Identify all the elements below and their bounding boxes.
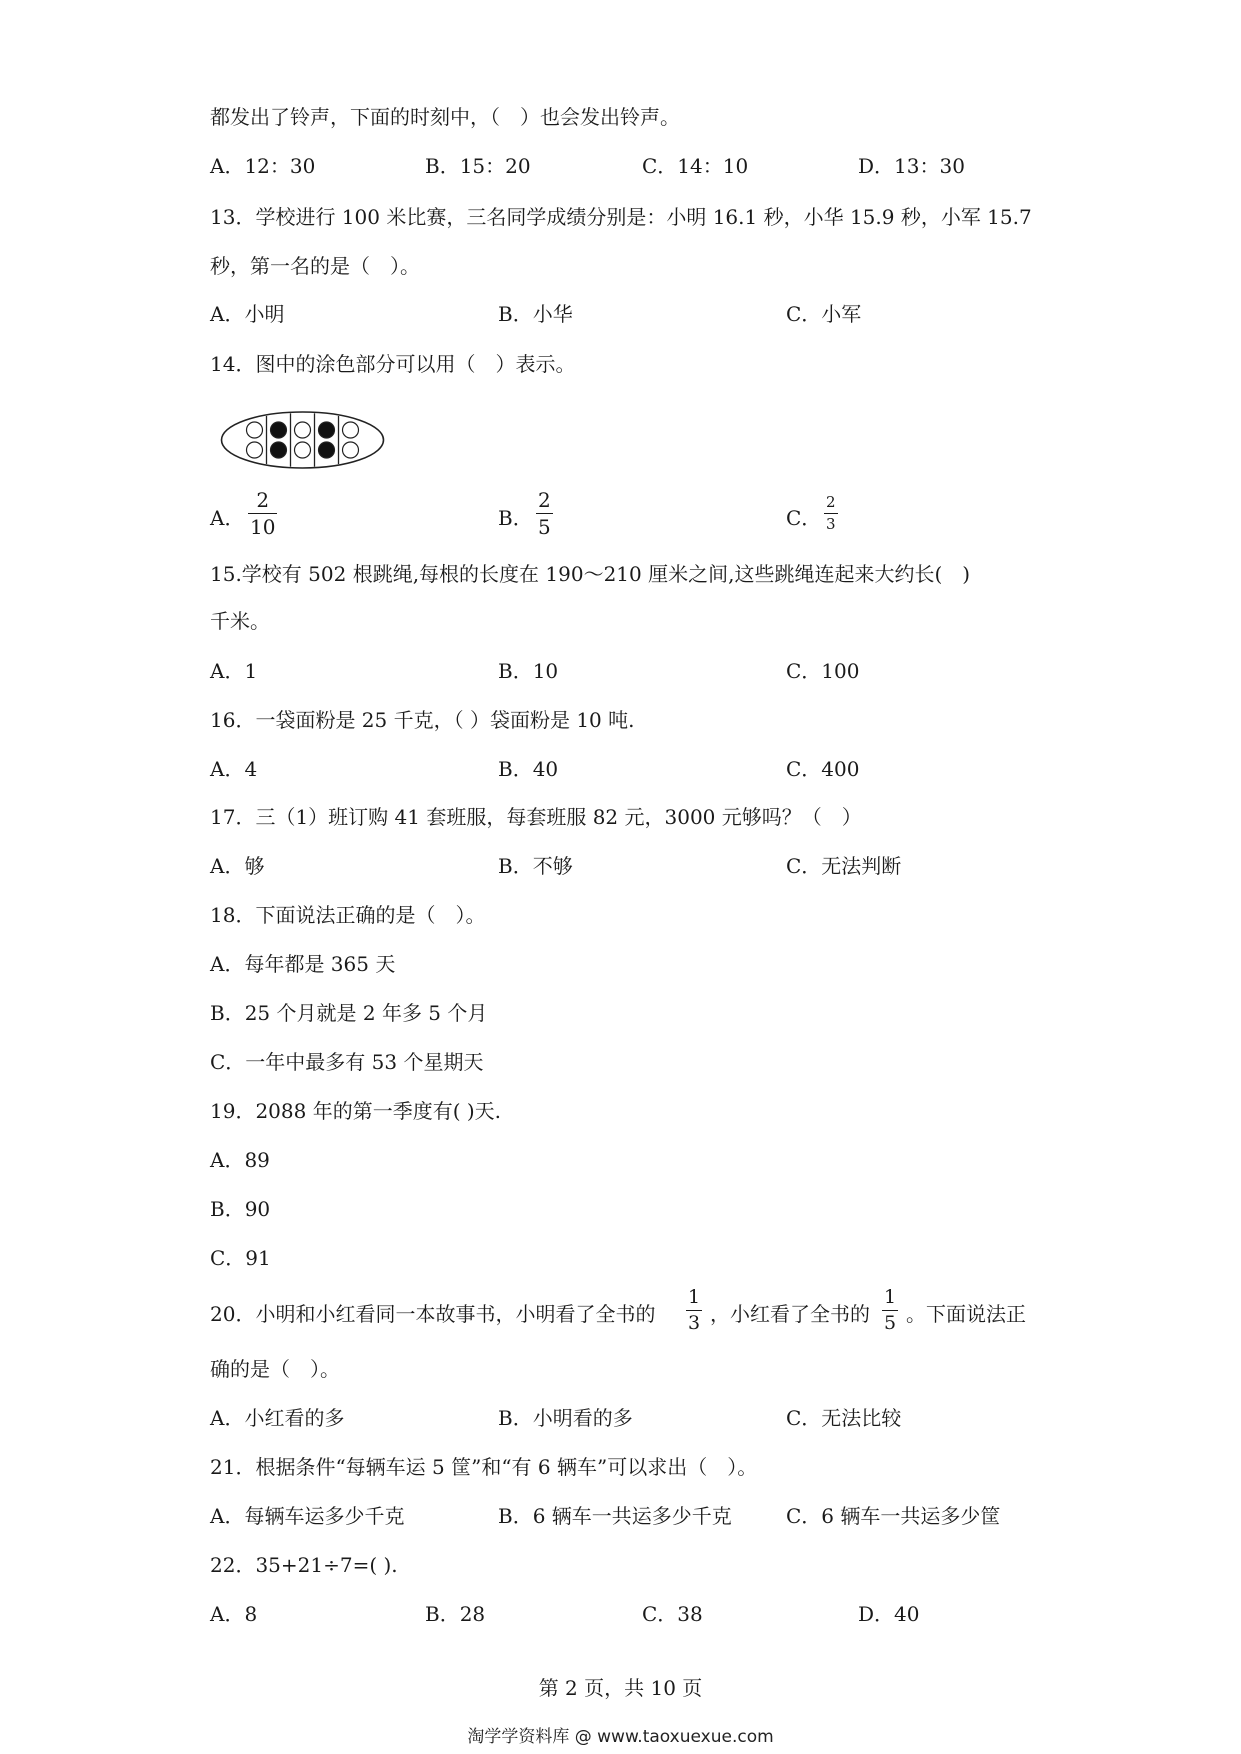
q14-option-a-denominator: 10 [250, 515, 276, 539]
q20-stem-part3: 。下面说法正 [906, 1302, 1026, 1326]
q20-option-a[interactable]: A．小红看的多 [210, 1406, 345, 1430]
q15-stem-line1: 15.学校有 502 根跳绳,每根的长度在 190～210 厘米之间,这些跳绳连起来大约长( ) [210, 562, 971, 586]
q14-option-a-label[interactable]: A． [210, 506, 245, 530]
q20-fraction-xiaohong [882, 1288, 898, 1333]
q18-option-c[interactable]: C．一年中最多有 53 个星期天 [210, 1050, 484, 1074]
q14-empty-dot [247, 422, 263, 438]
q13-option-a[interactable]: A．小明 [210, 302, 285, 326]
q15-option-a[interactable]: A．1 [210, 659, 258, 683]
q20-stem-line2: 确的是（ ）。 [210, 1357, 340, 1381]
watermark: 淘学学资料库 @ www.taoxuexue.com [467, 1727, 774, 1747]
q14-oval-outline [222, 412, 384, 468]
q17-stem: 17．三（1）班订购 41 套班服，每套班服 82 元，3000 元够吗？（ ） [210, 805, 862, 829]
q15-stem-line2: 千米。 [210, 609, 270, 633]
q14-filled-dot [271, 422, 287, 438]
q12-stem-tail: 都发出了铃声，下面的时刻中，（ ）也会发出铃声。 [210, 105, 680, 129]
q13-option-b[interactable]: B．小华 [498, 302, 573, 326]
q17-option-c[interactable]: C．无法判断 [786, 854, 902, 878]
q14-option-b-denominator: 5 [538, 515, 551, 539]
q19-stem: 19．2088 年的第一季度有( )天. [210, 1099, 502, 1123]
q14-filled-dot [319, 422, 335, 438]
q20-fraction-xiaohong-denominator: 5 [884, 1312, 897, 1334]
q12-option-c[interactable]: C．14：10 [642, 154, 749, 178]
q14-oval-dot-figure [220, 410, 385, 470]
q19-option-c[interactable]: C．91 [210, 1246, 271, 1270]
q17-option-b[interactable]: B．不够 [498, 854, 573, 878]
q18-stem: 18．下面说法正确的是（ ）。 [210, 903, 486, 927]
q20-stem-part1: 20．小明和小红看同一本故事书，小明看了全书的 [210, 1302, 656, 1326]
q14-option-c-numerator: 2 [826, 493, 836, 511]
q13-stem-line2: 秒，第一名的是（ ）。 [210, 254, 420, 278]
q21-option-a[interactable]: A．每辆车运多少千克 [210, 1504, 405, 1528]
q12-option-d[interactable]: D．13：30 [858, 154, 965, 178]
q14-option-b-label[interactable]: B． [498, 506, 533, 530]
q12-option-b[interactable]: B．15：20 [425, 154, 531, 178]
q18-option-a[interactable]: A．每年都是 365 天 [210, 952, 396, 976]
q22-stem: 22．35+21÷7=( ). [210, 1553, 398, 1577]
q14-option-c-denominator: 3 [826, 515, 836, 533]
q22-option-a[interactable]: A．8 [210, 1602, 258, 1626]
q19-option-b[interactable]: B．90 [210, 1197, 271, 1221]
q16-option-c[interactable]: C．400 [786, 757, 860, 781]
q20-fraction-xiaoming-numerator: 1 [688, 1286, 701, 1308]
q15-option-c[interactable]: C．100 [786, 659, 860, 683]
q22-option-d[interactable]: D．40 [858, 1602, 920, 1626]
q20-fraction-xiaoming [686, 1288, 702, 1333]
q15-option-b[interactable]: B．10 [498, 659, 559, 683]
q21-option-c[interactable]: C．6 辆车一共运多少筐 [786, 1504, 1001, 1528]
q13-stem-line1: 13．学校进行 100 米比赛，三名同学成绩分别是：小明 16.1 秒，小华 15.9 秒，小军 15.7 [210, 205, 1032, 229]
q18-option-b[interactable]: B．25 个月就是 2 年多 5 个月 [210, 1001, 488, 1025]
q17-option-a[interactable]: A．够 [210, 854, 265, 878]
q20-stem-part2: ，小红看了全书的 [710, 1302, 870, 1326]
q16-option-a[interactable]: A．4 [210, 757, 258, 781]
q22-option-c[interactable]: C．38 [642, 1602, 703, 1626]
q14-filled-dot [271, 442, 287, 458]
q14-option-b-numerator: 2 [538, 488, 551, 512]
q20-option-c[interactable]: C．无法比较 [786, 1406, 902, 1430]
page-number: 第 2 页，共 10 页 [538, 1676, 703, 1700]
q12-option-a[interactable]: A．12：30 [210, 154, 316, 178]
q20-fraction-xiaohong-numerator: 1 [884, 1286, 897, 1308]
q14-filled-dot [319, 442, 335, 458]
q13-option-c[interactable]: C．小军 [786, 302, 862, 326]
q14-stem: 14．图中的涂色部分可以用（ ）表示。 [210, 352, 576, 376]
q22-option-b[interactable]: B．28 [425, 1602, 486, 1626]
q14-option-a-numerator: 2 [256, 488, 270, 512]
q14-option-c-fraction [824, 495, 838, 532]
q14-empty-dot [343, 442, 359, 458]
q14-option-b-fraction [536, 490, 553, 537]
q14-option-c-label[interactable]: C． [786, 506, 822, 530]
q14-empty-dot [343, 422, 359, 438]
q20-fraction-xiaoming-denominator: 3 [688, 1312, 701, 1334]
q14-empty-dot [295, 422, 311, 438]
q20-option-b[interactable]: B．小明看的多 [498, 1406, 633, 1430]
q19-option-a[interactable]: A．89 [210, 1148, 270, 1172]
q16-option-b[interactable]: B．40 [498, 757, 559, 781]
q14-empty-dot [295, 442, 311, 458]
q21-stem: 21．根据条件“每辆车运 5 筐”和“有 6 辆车”可以求出（ ）。 [210, 1455, 758, 1479]
q14-option-a-fraction [248, 490, 277, 537]
q14-empty-dot [247, 442, 263, 458]
q16-stem: 16．一袋面粉是 25 千克，（ ）袋面粉是 10 吨. [210, 708, 635, 732]
q21-option-b[interactable]: B．6 辆车一共运多少千克 [498, 1504, 732, 1528]
